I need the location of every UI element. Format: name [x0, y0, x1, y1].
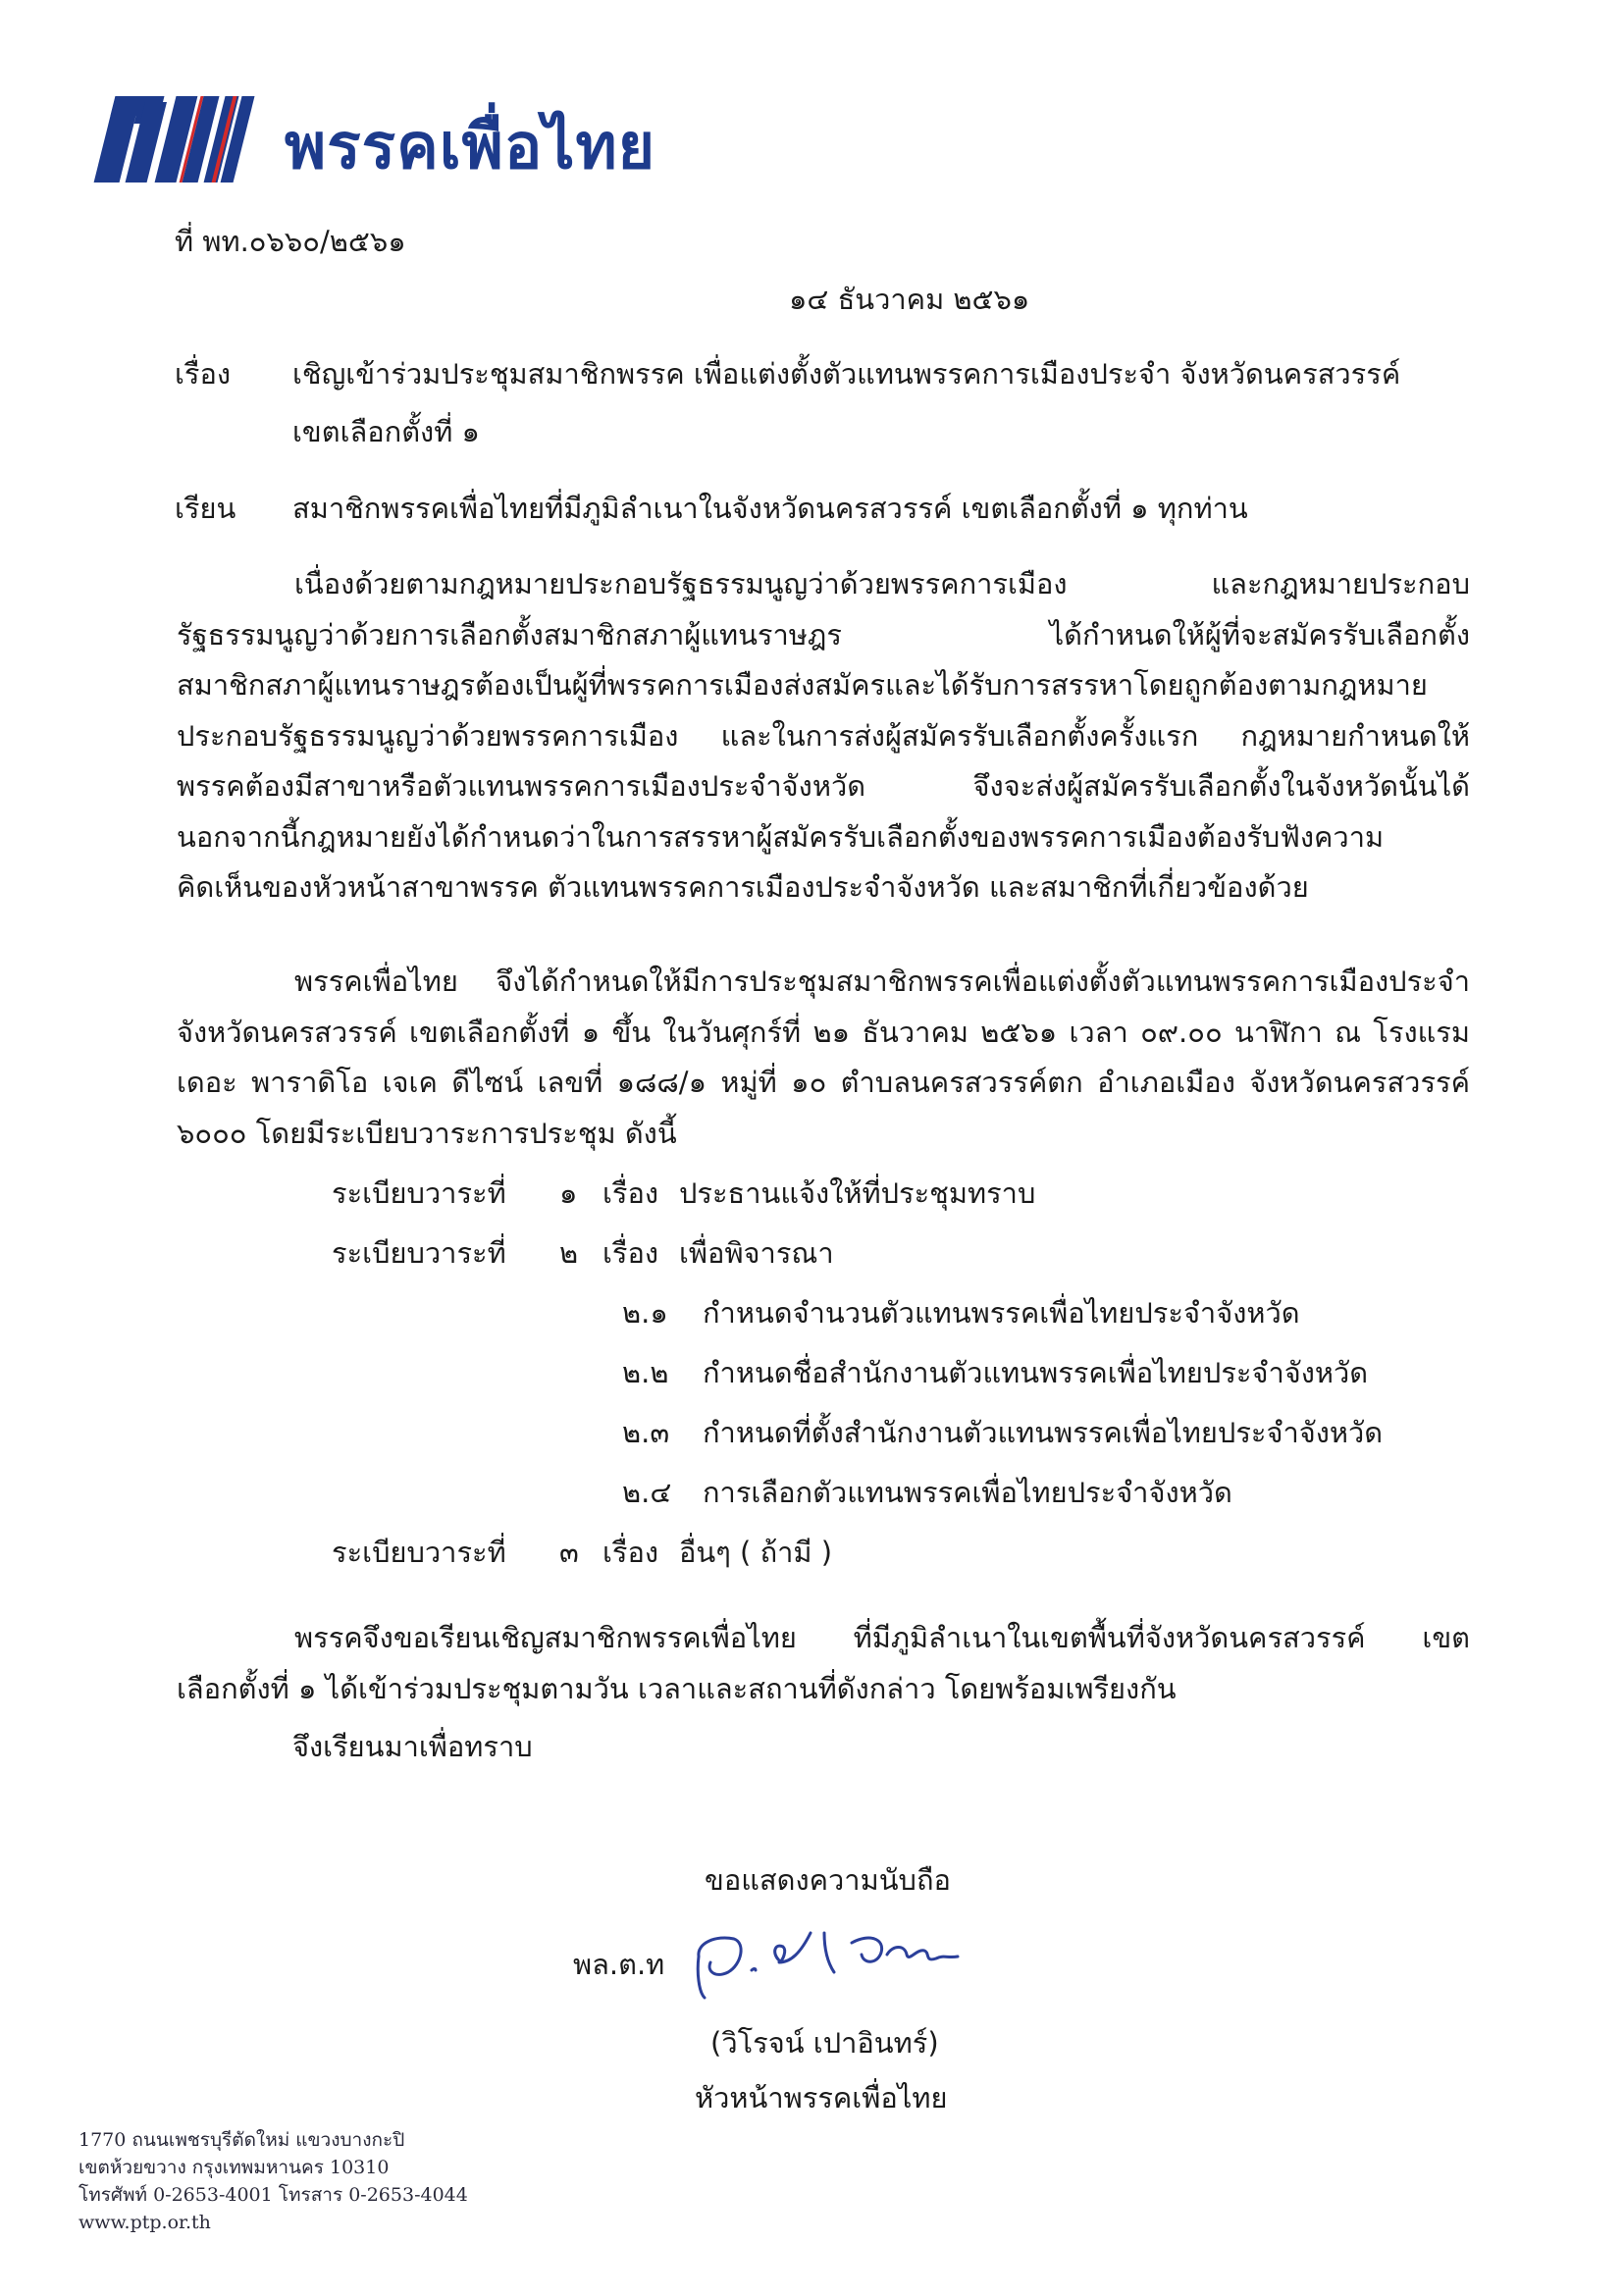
- paragraph-2: [177, 957, 1470, 1159]
- paragraph-1-line: นอกจากนี้กฎหมายยังได้กำหนดว่าในการสรรหาผู้สมัครรับเลือกตั้งของพรรคการเมืองต้องรับฟังความ: [177, 819, 1385, 854]
- document-date: ๑๔ ธันวาคม ๒๕๖๑: [789, 283, 1030, 316]
- agenda-number: ๓: [559, 1536, 579, 1569]
- footer-line: 1770 ถนนเพชรบุรีตัดใหม่ แขวงบางกะปิ: [79, 2129, 405, 2151]
- agenda-subitem-text: กำหนดจำนวนตัวแทนพรรคเพื่อไทยประจำจังหวัด: [703, 1296, 1300, 1330]
- agenda-item-3: [0, 1533, 1623, 1572]
- paragraph-1-line: คิดเห็นของหัวหน้าสาขาพรรค ตัวแทนพรรคการเมืองประจำจังหวัด และสมาชิกที่เกี่ยวข้องด้วย: [177, 870, 1309, 904]
- subject-line-2: เขตเลือกตั้งที่ ๑: [292, 415, 480, 448]
- agenda-subitem: [0, 1353, 1623, 1392]
- paragraph-1: [177, 559, 1470, 913]
- agenda-subject-label: เรื่อง: [602, 1236, 659, 1270]
- paragraph-2-line: พรรคเพื่อไทย จึงได้กำหนดให้มีการประชุมสมาชิกพรรคเพื่อแต่งตั้งตัวแทนพรรคการเมืองประจำ: [294, 965, 1470, 998]
- agenda-subject-label: เรื่อง: [602, 1536, 659, 1569]
- footer-line: เขตห้วยขวาง กรุงเทพมหานคร 10310: [79, 2157, 390, 2178]
- signer-rank: พล.ต.ท: [573, 1948, 665, 1981]
- agenda-number: ๑: [559, 1176, 578, 1210]
- recipient-label: เรียน: [175, 492, 236, 525]
- closing-line: จึงเรียนมาเพื่อทราบ: [292, 1730, 533, 1763]
- recipient-text: สมาชิกพรรคเพื่อไทยที่มีภูมิลำเนาในจังหวัดนครสวรรค์ เขตเลือกตั้งที่ ๑ ทุกท่าน: [292, 492, 1248, 525]
- agenda-item-2: [0, 1233, 1623, 1273]
- paragraph-2-line: ๖๐๐๐ โดยมีระเบียบวาระการประชุม ดังนี้: [177, 1116, 677, 1150]
- agenda-item-1: [0, 1174, 1623, 1213]
- paragraph-2-line: เดอะ พาราดิโอ เจเค ดีไซน์ เลขที่ ๑๘๘/๑ หมู่ที่ ๑๐ ตำบลนครสวรรค์ตก อำเภอเมือง จังหวัดนครสวรรค์: [177, 1066, 1470, 1099]
- agenda-number: ๒: [559, 1236, 579, 1270]
- paragraph-3-line: พรรคจึงขอเรียนเชิญสมาชิกพรรคเพื่อไทย ที่มีภูมิลำเนาในเขตพื้นที่จังหวัดนครสวรรค์ เขต: [294, 1621, 1470, 1654]
- agenda-subitem-number: ๒.๓: [622, 1416, 670, 1449]
- agenda-label: ระเบียบวาระที่: [332, 1236, 506, 1270]
- paragraph-3-line: เลือกตั้งที่ ๑ ได้เข้าร่วมประชุมตามวัน เวลาและสถานที่ดังกล่าว โดยพร้อมเพรียงกัน: [177, 1671, 1177, 1705]
- paragraph-1-line: รัฐธรรมนูญว่าด้วยการเลือกตั้งสมาชิกสภาผู้แทนราษฎร ได้กำหนดให้ผู้ที่จะสมัครรับเลือกตั้ง: [177, 617, 1470, 652]
- agenda-text: อื่นๆ ( ถ้ามี ): [679, 1536, 833, 1569]
- party-name-logo-text: พรรคเพื่อไทย: [285, 111, 656, 183]
- agenda-subitem: [0, 1413, 1623, 1452]
- agenda-label: ระเบียบวาระที่: [332, 1176, 506, 1210]
- paragraph-1-line: พรรคต้องมีสาขาหรือตัวแทนพรรคการเมืองประจำจังหวัด จึงจะส่งผู้สมัครรับเลือกตั้งในจังหวัดนั้นได้: [177, 769, 1470, 803]
- paragraph-1-line: เนื่องด้วยตามกฎหมายประกอบรัฐธรรมนูญว่าด้วยพรรคการเมือง และกฎหมายประกอบ: [294, 567, 1470, 600]
- footer-address: [79, 2126, 468, 2236]
- paragraph-3: [177, 1613, 1470, 1714]
- agenda-subitem-text: การเลือกตัวแทนพรรคเพื่อไทยประจำจังหวัด: [703, 1476, 1232, 1509]
- agenda-subitem-text: กำหนดที่ตั้งสำนักงานตัวแทนพรรคเพื่อไทยประจำจังหวัด: [703, 1416, 1384, 1449]
- party-logo: [86, 86, 655, 184]
- agenda-label: ระเบียบวาระที่: [332, 1536, 506, 1569]
- agenda-subitem-number: ๒.๒: [622, 1356, 669, 1389]
- paragraph-2-line: จังหวัดนครสวรรค์ เขตเลือกตั้งที่ ๑ ขึ้น ในวันศุกร์ที่ ๒๑ ธันวาคม ๒๕๖๑ เวลา ๐๙.๐๐ นาฬิกา ณ โรงแรม: [177, 1015, 1470, 1049]
- paragraph-1-line: สมาชิกสภาผู้แทนราษฎรต้องเป็นผู้ที่พรรคการเมืองส่งสมัครและได้รับการสรรหาโดยถูกต้องตามกฎหมาย: [177, 668, 1428, 702]
- subject-line-1: เชิญเข้าร่วมประชุมสมาชิกพรรค เพื่อแต่งตั้งตัวแทนพรรคการเมืองประจำ จังหวัดนครสวรรค์: [292, 357, 1401, 391]
- subject-label: เรื่อง: [175, 357, 232, 391]
- signer-title: หัวหน้าพรรคเพื่อไทย: [695, 2081, 948, 2114]
- regards-text: ขอแสดงความนับถือ: [705, 1863, 951, 1897]
- agenda-subject-label: เรื่อง: [602, 1176, 659, 1210]
- footer-line: โทรศัพท์ 0-2653-4001 โทรสาร 0-2653-4044: [79, 2184, 468, 2206]
- agenda-subitem: [0, 1293, 1623, 1332]
- handwritten-signature-icon: [677, 1913, 971, 2002]
- signer-name: (วิโรจน์ เปาอินทร์): [710, 2026, 939, 2060]
- agenda-subitem: [0, 1473, 1623, 1512]
- agenda-subitem-text: กำหนดชื่อสำนักงานตัวแทนพรรคเพื่อไทยประจำจังหวัด: [703, 1356, 1369, 1389]
- pt-logo-icon: [86, 94, 279, 184]
- agenda-text: เพื่อพิจารณา: [679, 1236, 834, 1270]
- agenda-subitem-number: ๒.๑: [622, 1296, 668, 1330]
- footer-website-link[interactable]: www.ptp.or.th: [79, 2212, 211, 2233]
- document-number: ที่ พท.๐๖๖๐/๒๕๖๑: [175, 225, 406, 258]
- paragraph-1-line: ประกอบรัฐธรรมนูญว่าด้วยพรรคการเมือง และในการส่งผู้สมัครรับเลือกตั้งครั้งแรก กฎหมายกำหนดให้: [177, 718, 1470, 753]
- agenda-text: ประธานแจ้งให้ที่ประชุมทราบ: [679, 1176, 1036, 1210]
- agenda-subitem-number: ๒.๔: [622, 1476, 672, 1509]
